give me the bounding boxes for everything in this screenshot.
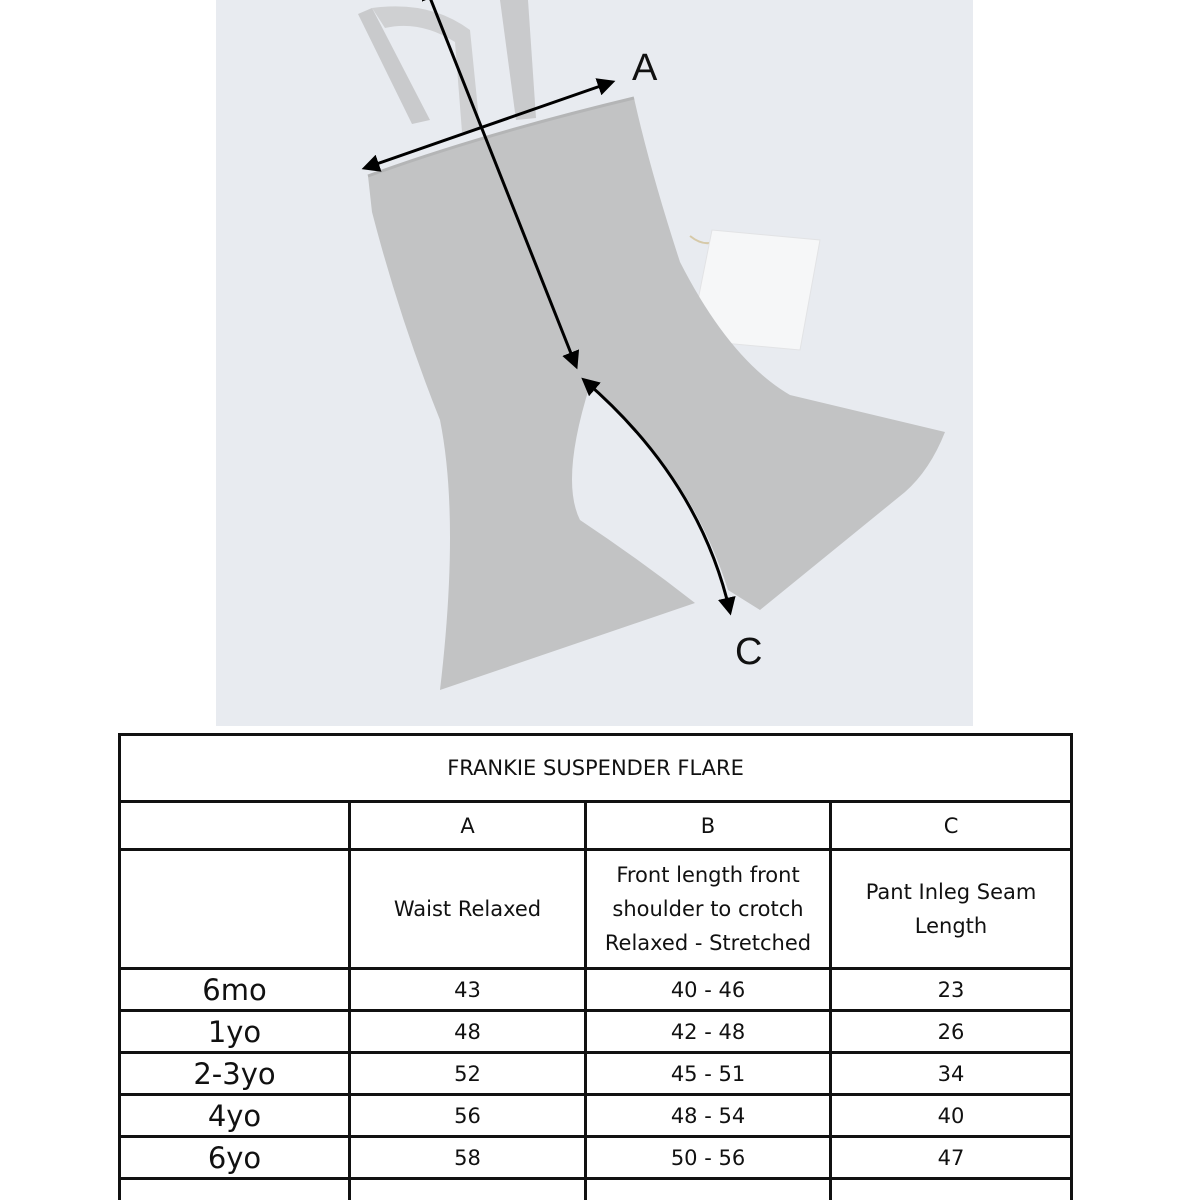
table-cell: [831, 1179, 1072, 1200]
table-row: [120, 1011, 1072, 1053]
table-row-partial: [120, 1179, 1072, 1200]
value-b: 40 - 46: [586, 969, 831, 1011]
label-a: A: [632, 47, 658, 89]
size-label: 6yo: [120, 1137, 350, 1179]
table-cell: [586, 1179, 831, 1200]
table-row: [120, 1095, 1072, 1137]
empty-description-cell: [120, 850, 350, 969]
product-photo: [216, 0, 973, 726]
value-c: 23: [831, 969, 1072, 1011]
table-title: FRANKIE SUSPENDER FLARE: [120, 735, 1072, 802]
value-c: 34: [831, 1053, 1072, 1095]
value-a: 43: [350, 969, 586, 1011]
measurement-description-row: [120, 850, 1072, 969]
value-a: 48: [350, 1011, 586, 1053]
size-label: 2-3yo: [120, 1053, 350, 1095]
value-b: 45 - 51: [586, 1053, 831, 1095]
value-a: 58: [350, 1137, 586, 1179]
size-label: 4yo: [120, 1095, 350, 1137]
value-c: 26: [831, 1011, 1072, 1053]
empty-header-cell: [120, 802, 350, 850]
description-c: Pant Inleg Seam Length: [831, 850, 1072, 969]
header-letter-a: A: [350, 802, 586, 850]
header-letter-b: B: [586, 802, 831, 850]
header-letter-c: C: [831, 802, 1072, 850]
value-c: 47: [831, 1137, 1072, 1179]
value-b: 48 - 54: [586, 1095, 831, 1137]
measurement-letter-row: [120, 802, 1072, 850]
table-row: [120, 1137, 1072, 1179]
size-label: 6mo: [120, 969, 350, 1011]
value-a: 52: [350, 1053, 586, 1095]
label-c: C: [735, 631, 763, 673]
table-cell: [350, 1179, 586, 1200]
size-label: 1yo: [120, 1011, 350, 1053]
table-row: [120, 969, 1072, 1011]
description-b: Front length front shoulder to crotch Relaxed - Stretched: [586, 850, 831, 969]
value-b: 42 - 48: [586, 1011, 831, 1053]
value-a: 56: [350, 1095, 586, 1137]
table-title-row: [120, 735, 1072, 802]
size-chart-table: [118, 733, 1073, 1200]
table-row: [120, 1053, 1072, 1095]
description-a: Waist Relaxed: [350, 850, 586, 969]
value-b: 50 - 56: [586, 1137, 831, 1179]
table-cell: [120, 1179, 350, 1200]
value-c: 40: [831, 1095, 1072, 1137]
